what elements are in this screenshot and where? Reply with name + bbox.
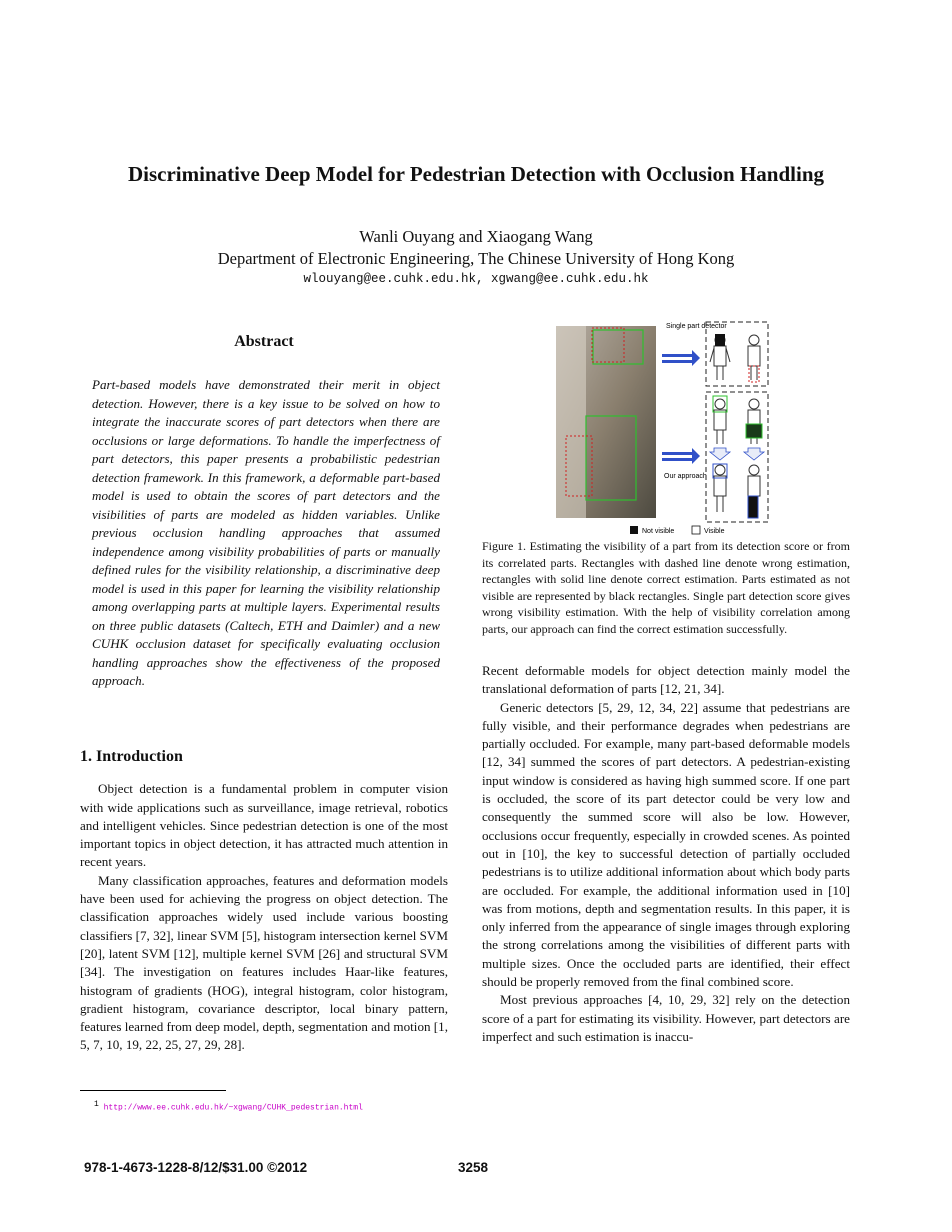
- email: wlouyang@ee.cuhk.edu.hk, xgwang@ee.cuhk.edu.hk: [303, 272, 649, 286]
- down-arrows: [710, 448, 764, 460]
- footnote-rule: [80, 1090, 226, 1091]
- person-6-black-legs: [748, 496, 758, 518]
- person-4-black-torso: [746, 424, 762, 438]
- intro-heading: 1. Introduction: [80, 748, 183, 765]
- legend-not-visible-label: Not visible: [642, 528, 675, 535]
- intro-paragraph-1: Object detection is a fundamental problem in computer vision with wide applications such as surveillance, image retrieval, robotics and intelligent vehicles. Since pedestrian detection is one of the most important topics in object detection, it has attracted much attention in recent years.: [80, 781, 448, 870]
- paper-title: [60, 162, 892, 186]
- right-column-text: [482, 662, 850, 1046]
- figure-person-3: [714, 399, 726, 444]
- authors: Wanli Ouyang and Xiaogang Wang: [359, 227, 593, 246]
- right-paragraph-2: Most previous approaches [4, 10, 29, 32] rely on the detection score of a part for estimating its visibility. However, part detectors are imperfect and such estimation is inaccu-: [482, 992, 850, 1044]
- arrow-top: [662, 350, 700, 366]
- footnote-link[interactable]: http://www.ee.cuhk.edu.hk/~xgwang/CUHK_pedestrian.html: [103, 1103, 363, 1113]
- figure-1: [556, 318, 850, 536]
- author-block: [60, 226, 892, 270]
- photo-bg-detail: [556, 326, 586, 518]
- arrow-bottom: [662, 448, 700, 464]
- legend-visible-label: Visible: [704, 528, 725, 535]
- intro-section: [80, 748, 448, 1055]
- abstract-text: Part-based models have demonstrated their merit in object detection. However, there is a key issue to be solved on how to integrate the inaccurate scores of part detectors when there are occlusions or large deformations. To handle the imperfectness of part detectors, this paper presents a probabilistic pedestrian detection framework. In this framework, a deformable part-based model is used to obtain the scores of part detectors and the visibilities of parts are modeled as hidden variables. Unlike previous occlusion handling approaches that assumed independence among visibility probabilities of parts or manually defined rules for the visibility relationship, a discriminative deep model is used in this paper for learning the visibility relationship among overlapping parts at multiple layers. Experimental results on three public datasets (Caltech, ETH and Daimler) and a new CUHK occlusion dataset for specifically evaluating occlusion handling approaches show the effectiveness of the proposed approach.: [92, 377, 440, 688]
- title-line-1: Discriminative Deep Model for Pedestrian Detection with Occlusion Handling: [127, 162, 825, 186]
- right-paragraph-1: Generic detectors [5, 29, 12, 34, 22] assume that pedestrians are fully visible, and their performance degrades when pedestrians are partially occluded. For example, many part-based deformable models [12, 34] summed the scores of part detectors. A pedestrian-existing input window is considered as having high summed score. If one part is occluded, the score of its part detector could be very low and consequently the summed score will also be low. However, occlusions occur frequently, especially in crowded scenes. As pointed out in [10], the key to successful detection of partially occluded pedestrians is to utilize additional information about which body parts are occluded. For example, the additional information used in [10] was from motions, depth and segmentation results. In this paper, it is only inferred from the appearance of single images through exploring the strong correlations among the visibilities of different parts with multiple sizes. Once the occluded parts are identified, their effect should be properly removed from the final combined score.: [482, 699, 850, 990]
- legend-visible-swatch: [692, 526, 700, 534]
- person-1-head-black: [715, 334, 725, 346]
- figure-person-2: [748, 335, 760, 380]
- our-approach-label: Our approach: [664, 473, 707, 480]
- abstract-heading: Abstract: [234, 333, 294, 350]
- footnote-mark: 1: [94, 1100, 99, 1109]
- legend-not-visible-swatch: [630, 526, 638, 534]
- right-paragraph-0: Recent deformable models for object detection mainly model the translational deformation of parts [12, 21, 34].: [482, 663, 850, 697]
- footer-page-number: 3258: [458, 1160, 489, 1175]
- footnote[interactable]: [94, 1100, 363, 1113]
- footer-isbn: 978-1-4673-1228-8/12/$31.00 ©2012: [84, 1160, 308, 1175]
- figure-1-illustration: [556, 318, 850, 536]
- figure-1-caption: Figure 1. Estimating the visibility of a part from its detection score or from its correlated parts. Rectangles with dashed line denote wrong estimation, rectangles with solid line denote correct estimation. Parts estimated as not visible are represented by black rectangles. Single part detection score gives wrong visibility estimation. With the help of visibility correlation among parts, our approach can find the correct estimation successfully.: [482, 539, 850, 636]
- single-part-label: Single part detector: [666, 323, 727, 330]
- affiliation: Department of Electronic Engineering, The Chinese University of Hong Kong: [217, 249, 735, 268]
- figure-person-5: [714, 465, 726, 512]
- intro-paragraph-2: Many classification approaches, features and deformation models have been used for achieving the progress on object detection. The classification approaches widely used include various boosting classifiers [7, 32], linear SVM [5], histogram intersection kernel SVM [20], latent SVM [12], multiple kernel SVM [26] and structural SVM [34]. The investigation on features includes Haar-like features, histogram of gradients (HOG), integral histogram, color histogram, gradient histogram, covariance descriptor, local binary pattern, features learned from deep model, depth, segmentation and motion [1, 5, 7, 10, 19, 22, 25, 27, 29, 28].: [80, 872, 448, 1053]
